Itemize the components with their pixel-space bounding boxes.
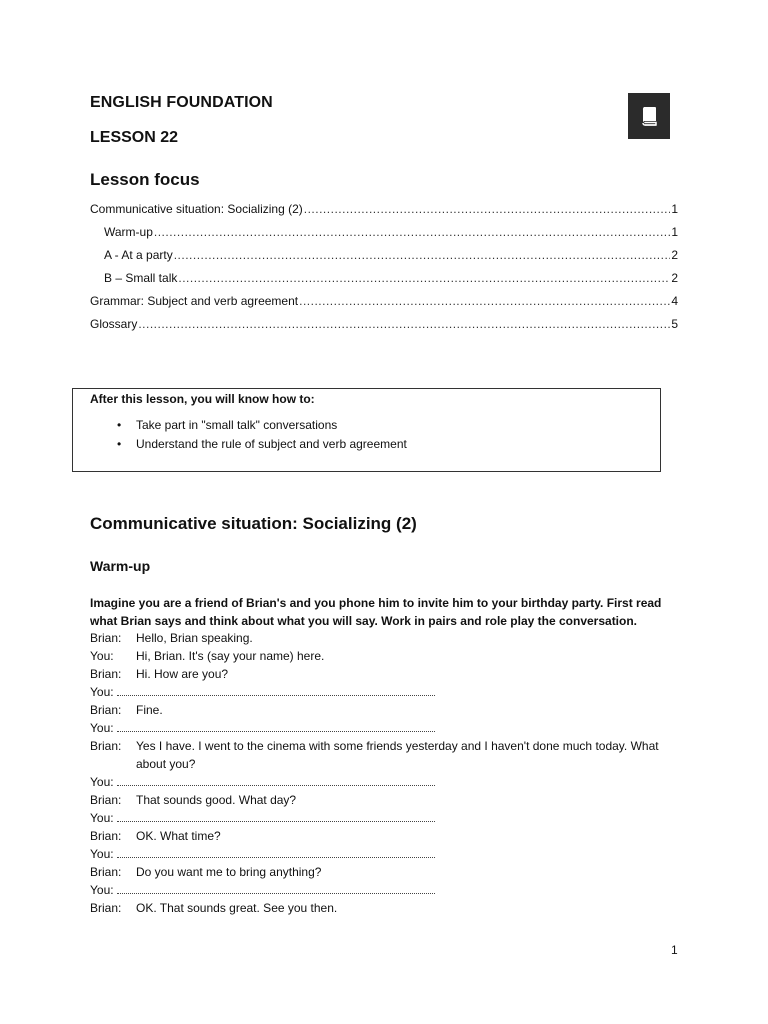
dialogue-line xyxy=(90,863,670,881)
outcome-item: • Take part in "small talk" conversations xyxy=(117,418,407,437)
outcome-item: • Understand the rule of subject and verb agreement xyxy=(117,437,407,456)
dialogue-blank-line[interactable] xyxy=(90,683,670,701)
warm-up-heading: Warm-up xyxy=(90,558,151,574)
dialogue-speaker: You: xyxy=(90,775,114,789)
dialogue-line xyxy=(90,629,670,647)
dialogue-blank-line[interactable] xyxy=(90,773,670,791)
dialogue-speaker: Brian: xyxy=(90,901,122,915)
dialogue-speaker: You: xyxy=(90,721,114,735)
dialogue-line xyxy=(90,737,670,773)
dialogue-text: Hello, Brian speaking. xyxy=(136,631,253,645)
toc-leader-dots xyxy=(178,270,670,286)
dialogue-text: OK. That sounds great. See you then. xyxy=(136,901,338,915)
dialogue-speaker: You: xyxy=(90,847,114,861)
dialogue-text: OK. What time? xyxy=(136,829,221,843)
toc-entry-label: Communicative situation: Socializing (2) xyxy=(90,202,303,216)
dialogue-text: Fine. xyxy=(136,703,163,717)
book-icon xyxy=(638,104,660,128)
answer-blank[interactable] xyxy=(117,881,435,894)
dialogue-speaker: Brian: xyxy=(90,739,122,753)
dialogue-text: Do you want me to bring anything? xyxy=(136,865,322,879)
toc-entry-label: A - At a party xyxy=(104,248,173,262)
toc-entry[interactable] xyxy=(90,247,678,270)
toc-entry[interactable] xyxy=(90,293,678,316)
dialogue-speaker: You: xyxy=(90,685,114,699)
lesson-title: LESSON 22 xyxy=(90,129,179,146)
dialogue-line xyxy=(90,899,670,917)
toc-entry-label: Glossary xyxy=(90,317,138,331)
dialogue-line xyxy=(90,827,670,845)
answer-blank[interactable] xyxy=(117,719,435,732)
dialogue-line xyxy=(90,701,670,719)
exercise-instructions: Imagine you are a friend of Brian's and you phone him to invite him to your birthday party. First read what Brian says and think about what you will say. Work in pairs and role play the conversation. xyxy=(90,596,662,628)
dialogue-line xyxy=(90,665,670,683)
dialogue-text: That sounds good. What day? xyxy=(136,793,297,807)
toc-entry[interactable] xyxy=(90,316,678,339)
toc-entry-label: Grammar: Subject and verb agreement xyxy=(90,294,299,308)
toc-leader-dots xyxy=(138,316,670,332)
lesson-logo xyxy=(628,93,670,139)
dialogue-text: Yes I have. I went to the cinema with some friends yesterday and I haven't done much today. What about you? xyxy=(136,739,659,771)
toc-entry-page: 1 xyxy=(671,225,678,239)
dialogue-blank-line[interactable] xyxy=(90,809,670,827)
toc-entry-page: 1 xyxy=(671,202,678,216)
toc-leader-dots xyxy=(154,224,670,240)
answer-blank[interactable] xyxy=(117,845,435,858)
toc-leader-dots xyxy=(304,201,671,217)
answer-blank[interactable] xyxy=(117,809,435,822)
dialogue-speaker: You: xyxy=(90,811,114,825)
dialogue-blank-line[interactable] xyxy=(90,845,670,863)
dialogue-speaker: You: xyxy=(90,649,114,663)
answer-blank[interactable] xyxy=(117,773,435,786)
toc-entry[interactable] xyxy=(90,201,678,224)
outcomes-list xyxy=(117,418,407,456)
page-number: 1 xyxy=(671,943,678,957)
dialogue-speaker: Brian: xyxy=(90,703,122,717)
toc-entry[interactable] xyxy=(90,270,678,293)
toc-leader-dots xyxy=(299,293,670,309)
course-title: ENGLISH FOUNDATION xyxy=(90,94,273,111)
toc-entry-label: B – Small talk xyxy=(104,271,178,285)
dialogue-line xyxy=(90,791,670,809)
dialogue-speaker: Brian: xyxy=(90,631,122,645)
dialogue-speaker: Brian: xyxy=(90,829,122,843)
dialogue-text: Hi. How are you? xyxy=(136,667,229,681)
lesson-focus-heading: Lesson focus xyxy=(90,170,200,189)
learning-outcomes-box xyxy=(72,388,661,472)
dialogue-speaker: Brian: xyxy=(90,865,122,879)
answer-blank[interactable] xyxy=(117,683,435,696)
toc-entry[interactable] xyxy=(90,224,678,247)
dialogue-speaker: You: xyxy=(90,883,114,897)
outcomes-title: After this lesson, you will know how to: xyxy=(90,392,315,406)
toc-entry-label: Warm-up xyxy=(104,225,153,239)
dialogue-blank-line[interactable] xyxy=(90,881,670,899)
dialogue-speaker: Brian: xyxy=(90,793,122,807)
dialogue-speaker: Brian: xyxy=(90,667,122,681)
toc-entry-page: 2 xyxy=(671,271,678,285)
dialogue-line xyxy=(90,647,670,665)
toc-entry-page: 5 xyxy=(671,317,678,331)
toc-leader-dots xyxy=(174,247,671,263)
table-of-contents xyxy=(90,201,678,339)
toc-entry-page: 4 xyxy=(671,294,678,308)
dialogue-text: Hi, Brian. It's (say your name) here. xyxy=(136,649,325,663)
section-heading: Communicative situation: Socializing (2) xyxy=(90,514,417,533)
dialogue-blank-line[interactable] xyxy=(90,719,670,737)
dialogue xyxy=(90,629,670,917)
toc-entry-page: 2 xyxy=(671,248,678,262)
